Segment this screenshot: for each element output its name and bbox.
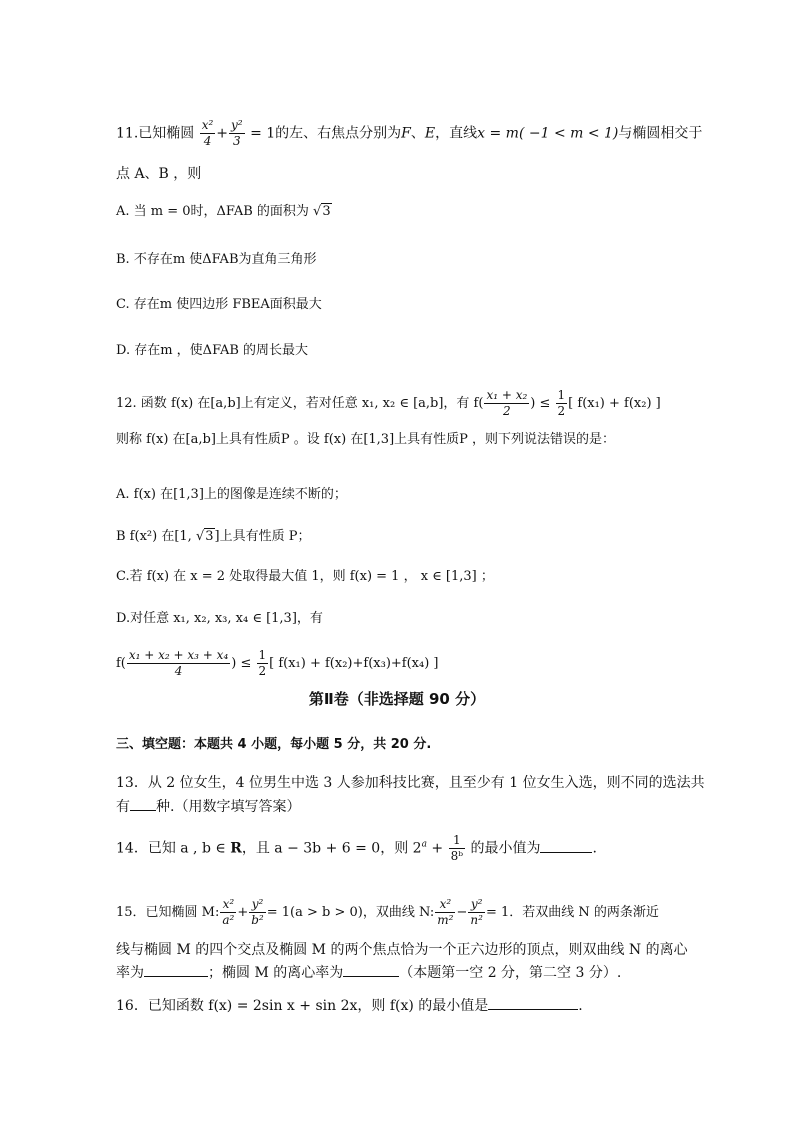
q15-stem [116, 897, 659, 928]
q11-F: F [401, 125, 411, 142]
q15-frac4-den: n² [470, 913, 483, 927]
q12-d-half-num: 1 [258, 648, 267, 662]
q11-number: 11. [116, 125, 139, 142]
q12-d-text3: [ f(x₁) + f(x₂)+f(x₃)+f(x₄) ] [269, 656, 439, 671]
q14-fraction-num: 1 [449, 833, 465, 849]
q12-text1: 12. 函数 f(x) 在[a,b]上有定义，若对任意 x₁, x₂ ∈ [a,b]，有 f( [116, 396, 484, 411]
q12-option-b-root: 3 [205, 529, 214, 544]
q16-answer-blank[interactable] [488, 995, 578, 1010]
q15-text2: = 1(a > b > 0)，双曲线 N: [266, 905, 435, 920]
q12-d-half [257, 648, 269, 679]
q13-text2: 种.（用数字填写答案） [156, 799, 301, 815]
q11-text3: ，直线 [435, 125, 478, 142]
q11-option-a: A. 当 m = 0时，ΔFAB 的面积为 √3 [116, 204, 331, 219]
q11-text: 已知椭圆 [138, 125, 195, 142]
q15-frac3-num: x² [435, 897, 455, 913]
q15-text5: ；椭圆 M 的离心率为 [208, 965, 344, 981]
q12-half-num: 1 [557, 388, 566, 402]
q11-option-c: C. 存在m 使四边形 FBEA面积最大 [116, 297, 322, 312]
q14-stem [116, 833, 597, 864]
q14-fraction [449, 833, 465, 864]
q14-fraction-den: 8ᵇ [450, 849, 464, 863]
part3-heading: 三、填空题：本题共 4 小题，每小题 5 分，共 20 分. [116, 737, 432, 752]
q11-E: E [424, 125, 436, 142]
q15-answer-blank-2[interactable] [343, 962, 399, 977]
q15-frac2-num: y² [249, 897, 266, 913]
q12-option-b-text2: ]上具有性质 P； [214, 529, 311, 544]
q12-fraction-mid-num: x₁ + x₂ [486, 388, 528, 402]
q12-d-text2: ) ≤ [231, 656, 256, 671]
q11-eq: = 1 [250, 125, 276, 142]
q11-fraction-y-num: y² [231, 118, 243, 132]
q15-frac1-den: a² [222, 913, 235, 927]
q12-text2: ) ≤ [530, 396, 555, 411]
q11-stem-cont: 点 A、B ，则 [116, 166, 202, 182]
q15-plus: + [237, 905, 249, 920]
q12-option-a: A. f(x) 在[1,3]上的图像是连续不断的； [116, 487, 347, 502]
q15-frac2 [249, 897, 266, 928]
q15-stem-cont2 [116, 962, 621, 983]
q15-frac1 [220, 897, 236, 928]
q12-d-text1: f( [116, 656, 126, 671]
q12-d-fraction-den: 4 [174, 664, 183, 678]
q11-stem [116, 118, 702, 149]
q12-d-fraction-num: x₁ + x₂ + x₃ + x₄ [128, 648, 229, 662]
q12-option-b: B f(x²) 在[1, √3]上具有性质 P； [116, 529, 311, 544]
q11-option-a-root: 3 [322, 204, 331, 219]
q12-option-d: D.对任意 x₁, x₂, x₃, x₄ ∈ [1,3]，有 [116, 611, 323, 626]
q16-stem [116, 995, 583, 1016]
q13-stem-cont [116, 796, 300, 817]
q12-option-b-text1: B f(x²) 在[1, [116, 529, 196, 544]
q12-fraction-half [556, 388, 568, 419]
q15-answer-blank-1[interactable] [144, 962, 208, 977]
q14-reals: R [230, 840, 242, 857]
q11-range: ( −1 < m < 1) [518, 125, 619, 142]
q13-answer-blank[interactable] [130, 796, 156, 811]
q11-fraction-y [229, 118, 245, 149]
q12-d-half-den: 2 [258, 664, 267, 678]
q14-exponent: a [421, 839, 427, 850]
q11-fraction-x-num: x² [201, 118, 214, 132]
q11-option-d: D. 存在m ，使ΔFAB 的周长最大 [116, 343, 309, 358]
q15-text4: 率为 [116, 965, 144, 981]
q11-plus: + [216, 125, 229, 142]
q15-frac3 [435, 897, 455, 928]
q16-period: . [578, 998, 583, 1014]
section-heading: 第Ⅱ卷（非选择题 90 分） [308, 690, 486, 708]
q12-half-den: 2 [557, 404, 566, 418]
q11-text4: 与椭圆相交于 [618, 125, 703, 142]
q11-text2: 的左、右焦点分别为 [275, 125, 402, 142]
q12-fraction-mid-den: 2 [503, 404, 511, 418]
q11-fraction-x-den: 4 [203, 134, 212, 148]
q11-option-b: B. 不存在m 使ΔFAB为直角三角形 [116, 252, 317, 267]
q13-text1: 有 [116, 799, 130, 815]
q15-text6: （本题第一空 2 分，第二空 3 分）. [399, 965, 622, 981]
q13-stem: 13．从 2 位女生，4 位男生中选 3 人参加科技比赛，且至少有 1 位女生入选，则不同的选法共 [116, 775, 705, 791]
q12-option-d-formula [116, 648, 438, 679]
q14-plus: + [426, 840, 448, 857]
q14-period: . [592, 840, 597, 857]
q12-stem [116, 388, 661, 419]
q14-text2: ，且 a − 3b + 6 = 0，则 2 [241, 840, 422, 857]
q11-sep: 、 [410, 125, 425, 142]
q15-frac4-num: y² [468, 897, 485, 913]
q15-stem-cont: 线与椭圆 M 的四个交点及椭圆 M 的两个焦点恰为一个正六边形的顶点，则双曲线 N 的离心 [116, 942, 688, 958]
q14-text1: 14．已知 a , b ∈ [116, 840, 231, 857]
q12-stem-cont: 则称 f(x) 在[a,b]上具有性质P 。设 f(x) 在[1,3]上具有性质P ，则下列说法错误的是： [116, 432, 616, 447]
q14-answer-blank[interactable] [540, 838, 592, 853]
q12-text3: [ f(x₁) + f(x₂) ] [568, 396, 661, 411]
q14-text3: 的最小值为 [466, 840, 541, 857]
q11-fraction-x [200, 118, 216, 149]
q16-text1: 16．已知函数 f(x) = 2sin x + sin 2x，则 f(x) 的最小值是 [116, 998, 489, 1014]
q12-option-c: C.若 f(x) 在 x = 2 处取得最大值 1，则 f(x) = 1 ， x ∈ [1,3] ； [116, 569, 494, 584]
q15-frac2-den: b² [251, 913, 264, 927]
q12-d-fraction [127, 648, 230, 679]
q12-fraction-mid [484, 388, 529, 419]
q15-frac1-num: x² [220, 897, 236, 913]
q11-option-a-text: A. 当 m = 0时，ΔFAB 的面积为 [116, 204, 314, 219]
q15-text1: 15．已知椭圆 M: [116, 905, 220, 920]
q15-text3: = 1．若双曲线 N 的两条渐近 [485, 905, 659, 920]
q15-minus: − [456, 905, 468, 920]
q15-frac4 [468, 897, 485, 928]
q11-line-eq: x = m [477, 125, 519, 142]
q11-fraction-y-den: 3 [233, 134, 241, 148]
q15-frac3-den: m² [437, 913, 454, 927]
